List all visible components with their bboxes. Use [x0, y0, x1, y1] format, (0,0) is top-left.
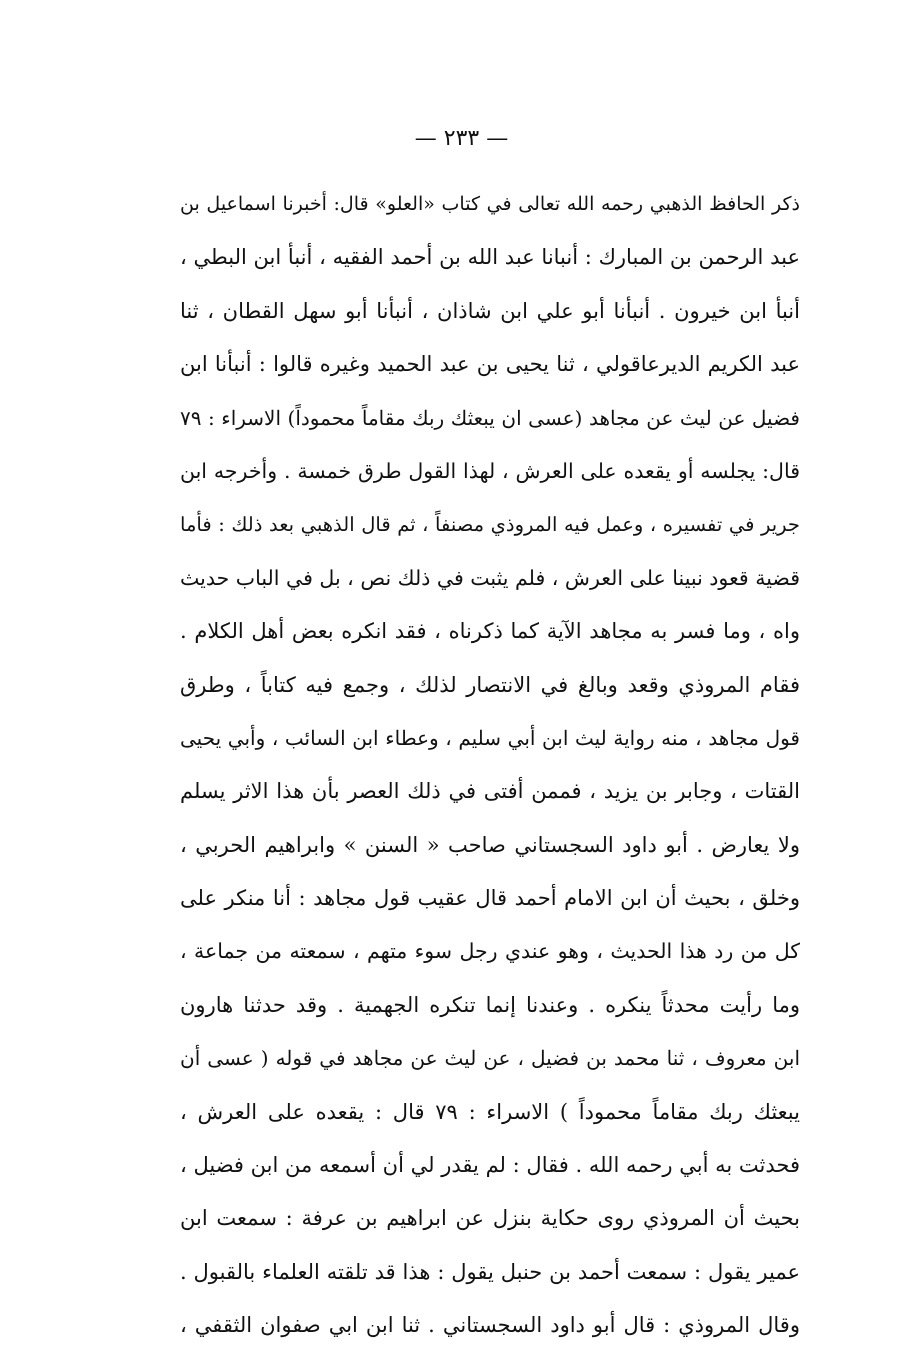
- text-line: أنبأ ابن خيرون . أنبأنا أبو علي ابن شاذان ، أنبأنا أبو سهل القطان ، ثنا: [180, 298, 800, 323]
- text-line: عمير يقول : سمعت أحمد بن حنبل يقول : هذا قد تلقته العلماء بالقبول .: [180, 1259, 800, 1284]
- text-line: كل من رد هذا الحديث ، وهو عندي رجل سوء متهم ، سمعته من جماعة ،: [180, 939, 800, 964]
- text-line: عبد الكريم الديرعاقولي ، ثنا يحيى بن عبد الحميد وغيره قالوا : أنبأنا ابن: [180, 352, 800, 377]
- text-line: وقال المروذي : قال أبو داود السجستاني . ثنا ابن ابي صفوان الثقفي ،: [180, 1313, 800, 1338]
- text-line: ولا يعارض . أبو داود السجستاني صاحب « السنن » وابراهيم الحربي ،: [180, 832, 800, 857]
- text-line: بحيث أن المروذي روى حكاية بنزل عن ابراهيم بن عرفة : سمعت ابن: [180, 1206, 800, 1231]
- page-number: — ٢٣٣ —: [414, 126, 509, 151]
- text-line: ذكر الحافظ الذهبي رحمه الله تعالى في كتاب «العلو» قال: أخبرنا اسماعيل بن: [180, 193, 800, 215]
- text-line: واه ، وما فسر به مجاهد الآية كما ذكرناه ، فقد انكره بعض أهل الكلام .: [180, 619, 800, 644]
- text-line: فضيل عن ليث عن مجاهد (عسى ان يبعثك ربك مقاماً محموداً) الاسراء : ٧٩: [180, 405, 800, 430]
- text-line: القتات ، وجابر بن يزيد ، فممن أفتى في ذلك العصر بأن هذا الاثر يسلم: [180, 779, 800, 804]
- body-text: [180, 178, 800, 1353]
- text-line: ابن معروف ، ثنا محمد بن فضيل ، عن ليث عن مجاهد في قوله ( عسى أن: [180, 1046, 800, 1071]
- text-line: وخلق ، بحيث أن ابن الامام أحمد قال عقيب قول مجاهد : أنا منكر على: [180, 886, 800, 911]
- text-line: قضية قعود نبينا على العرش ، فلم يثبت في ذلك نص ، بل في الباب حديث: [180, 565, 800, 590]
- text-line: عبد الرحمن بن المبارك : أنبانا عبد الله بن أحمد الفقيه ، أنبأ ابن البطي ،: [180, 245, 800, 270]
- text-line: فحدثت به أبي رحمه الله . فقال : لم يقدر لي أن أسمعه من ابن فضيل ،: [180, 1153, 800, 1178]
- text-line: قول مجاهد ، منه رواية ليث ابن أبي سليم ، وعطاء ابن السائب ، وأبي يحيى: [180, 725, 800, 750]
- text-line: قال: يجلسه أو يقعده على العرش ، لهذا القول طرق خمسة . وأخرجه ابن: [180, 458, 800, 483]
- text-line: يبعثك ربك مقاماً محموداً ) الاسراء : ٧٩ قال : يقعده على العرش ،: [180, 1099, 800, 1124]
- text-line: فقام المروذي وقعد وبالغ في الانتصار لذلك ، وجمع فيه كتاباً ، وطرق: [180, 672, 800, 697]
- text-line: وما رأيت محدثاً ينكره . وعندنا إنما تنكره الجهمية . وقد حدثنا هارون: [180, 992, 800, 1017]
- text-line: جرير في تفسيره ، وعمل فيه المروذي مصنفاً ، ثم قال الذهبي بعد ذلك : فأما: [180, 513, 800, 537]
